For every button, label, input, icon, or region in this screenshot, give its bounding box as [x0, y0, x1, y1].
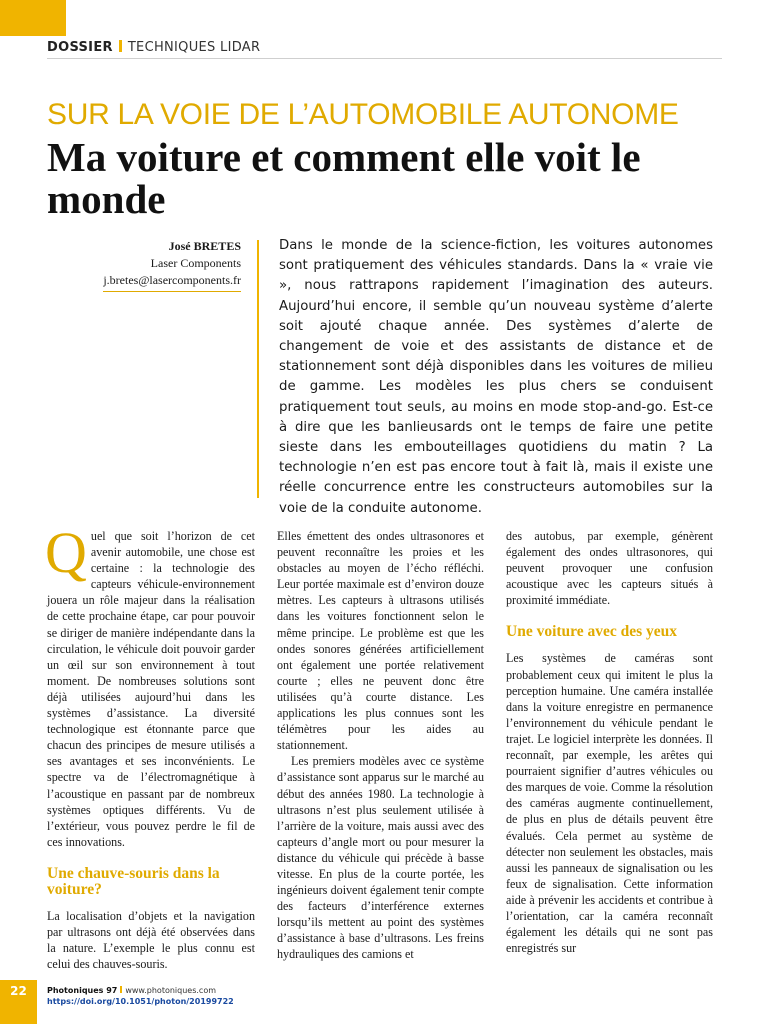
drop-cap: Q: [45, 520, 87, 585]
author-email-link[interactable]: j.bretes@lasercomponents.fr: [103, 272, 241, 292]
paragraph: Les premiers modèles avec ce système d’assistance sont apparus sur le marché au début des années 1980. La technologie à ultrasons n’est plus seulement utilisée à l’arrière de la voiture, mais aussi avec des capteurs d’angle mort ou pour mesurer la distance du véhicule qui précède à basse vitesse. En plus de la courte portée, les ingénieurs doivent également tenir compte des facteurs d’interférence externes lorsqu’ils mettent au point des systèmes d’assistance à base d’ultrasons. Les freins hydrauliques des camions et: [277, 754, 484, 962]
article-kicker: SUR LA VOIE DE L’AUTOMOBILE AUTONOME: [47, 98, 679, 131]
article-title: Ma voiture et comment elle voit le monde: [47, 134, 641, 222]
paragraph-text: uel que soit l’horizon de cet avenir automobile, une chose est certaine : la technologie des capteurs véhicule-environnement jouera un rôle majeur dans la réalisation de cette prochaine étape, car pour pouvoir se diriger de manière indépendante dans la circulation, le véhicule doit pouvoir garder un œil sur son environnement à tout moment. De nombreuses solutions sont déjà utilisées aujourd’hui dans les systèmes d’assistance. La diversité technologique est étonnante parce que chacun des principes de mesure utilisés a ses avantages et ses inconvénients. Le spectre va de l’électromagnétique à l’acoustique en passant par de nombreux systèmes optiques différents. Vu de l’extérieur, vous pouvez perdre le fil de ces innovations.: [47, 529, 255, 849]
section-label: [47, 40, 260, 55]
body-column-2: [277, 528, 484, 963]
author-name: José BRETES: [168, 239, 241, 253]
body-column-3: [506, 528, 713, 956]
magazine-url[interactable]: www.photoniques.com: [125, 986, 217, 995]
subsection-name: TECHNIQUES LIDAR: [127, 40, 261, 55]
subheading-camera: Une voiture avec des yeux: [506, 623, 678, 641]
paragraph: [45, 520, 255, 850]
paragraph: Elles émettent des ondes ultrasonores et peuvent reconnaître les proies et les obstacles au moyen de l’écho réfléchi. Leur portée maximale est d’environ douze mètres. Les capteurs à ultrasons utilisés dans les voitures fonctionnent selon le même principe. Le problème est que les ondes sonores générées artificiellement ont également une portée relativement courte ; elles ne peuvent donc être utilisées qu’à courte distance. Les applications les plus connues sont les télémètres pour les aides au stationnement.: [277, 529, 484, 753]
paragraph: La localisation d’objets et la navigation par ultrasons ont déjà été observées dans la nature. L’exemple le plus connu est celui des chauves-souris.: [47, 908, 255, 972]
lead-divider: [257, 240, 259, 498]
page-number: 22: [10, 984, 27, 998]
section-separator: [119, 40, 122, 52]
paragraph: des autobus, par exemple, génèrent également des ondes ultrasonores, qui peuvent provoquer une confusion acoustique avec les capteurs situés à proximité immédiate.: [506, 529, 713, 608]
header-rule: [47, 58, 722, 59]
author-block: [60, 238, 241, 292]
author-company: Laser Components: [150, 256, 241, 270]
corner-accent-tab: [0, 0, 66, 36]
doi-link[interactable]: https://doi.org/10.1051/photon/20199722: [47, 997, 234, 1006]
subheading-bat: Une chauve-souris dans la voiture?: [47, 864, 220, 898]
footer-separator: [120, 986, 122, 993]
footer-info: [47, 985, 234, 1007]
paragraph: Les systèmes de caméras sont probablement ceux qui imitent le plus la perception humaine. Une caméra installée dans la voiture enregistre en permanence l’environnement du véhicule pendant le trajet. Le logiciel interprète les données. Il reconnaît, par exemple, les arêtes qui pourraient signifier d’autres véhicules ou des marques de voie. Comme la résolution des caméras augmente continuellement, de plus en plus de détails peuvent être évalués. Cela permet au système de détecter non seulement les obstacles, mais aussi les panneaux de signalisation ou les feux de signalisation. Cette information aide à prévenir les accidents et contribue à l’orientation, car la caméra reconnaît également les détails qui ne sont pas enregistrés sur: [506, 651, 713, 956]
body-column-1: [45, 520, 255, 972]
magazine-name: Photoniques 97: [47, 986, 118, 995]
section-name: DOSSIER: [47, 40, 113, 55]
article-lead: Dans le monde de la science-fiction, les voitures autonomes sont pratiquement des véhicules standards. Dans la « vraie vie », nous rattrapons rapidement l’imagination des auteurs. Aujourd’hui encore, il semble qu’un nouveau système d’alerte soit ajouté chaque année. Des systèmes d’alerte de changement de voie et des assistants de distance et de stationnement sont déjà disponibles dans les voitures de milieu de gamme. Les modèles les plus chers se conduisent pratiquement tout seuls, au moins en mode stop-and-go. Est-ce à dire que les banlieusards ont le temps de faire une petite sieste dans les embouteillages quotidiens du matin ? La technologie n’en est pas encore tout à fait là, mais il existe une réelle concurrence entre les constructeurs automobiles sur la voie de la conduite autonome.: [279, 238, 713, 516]
